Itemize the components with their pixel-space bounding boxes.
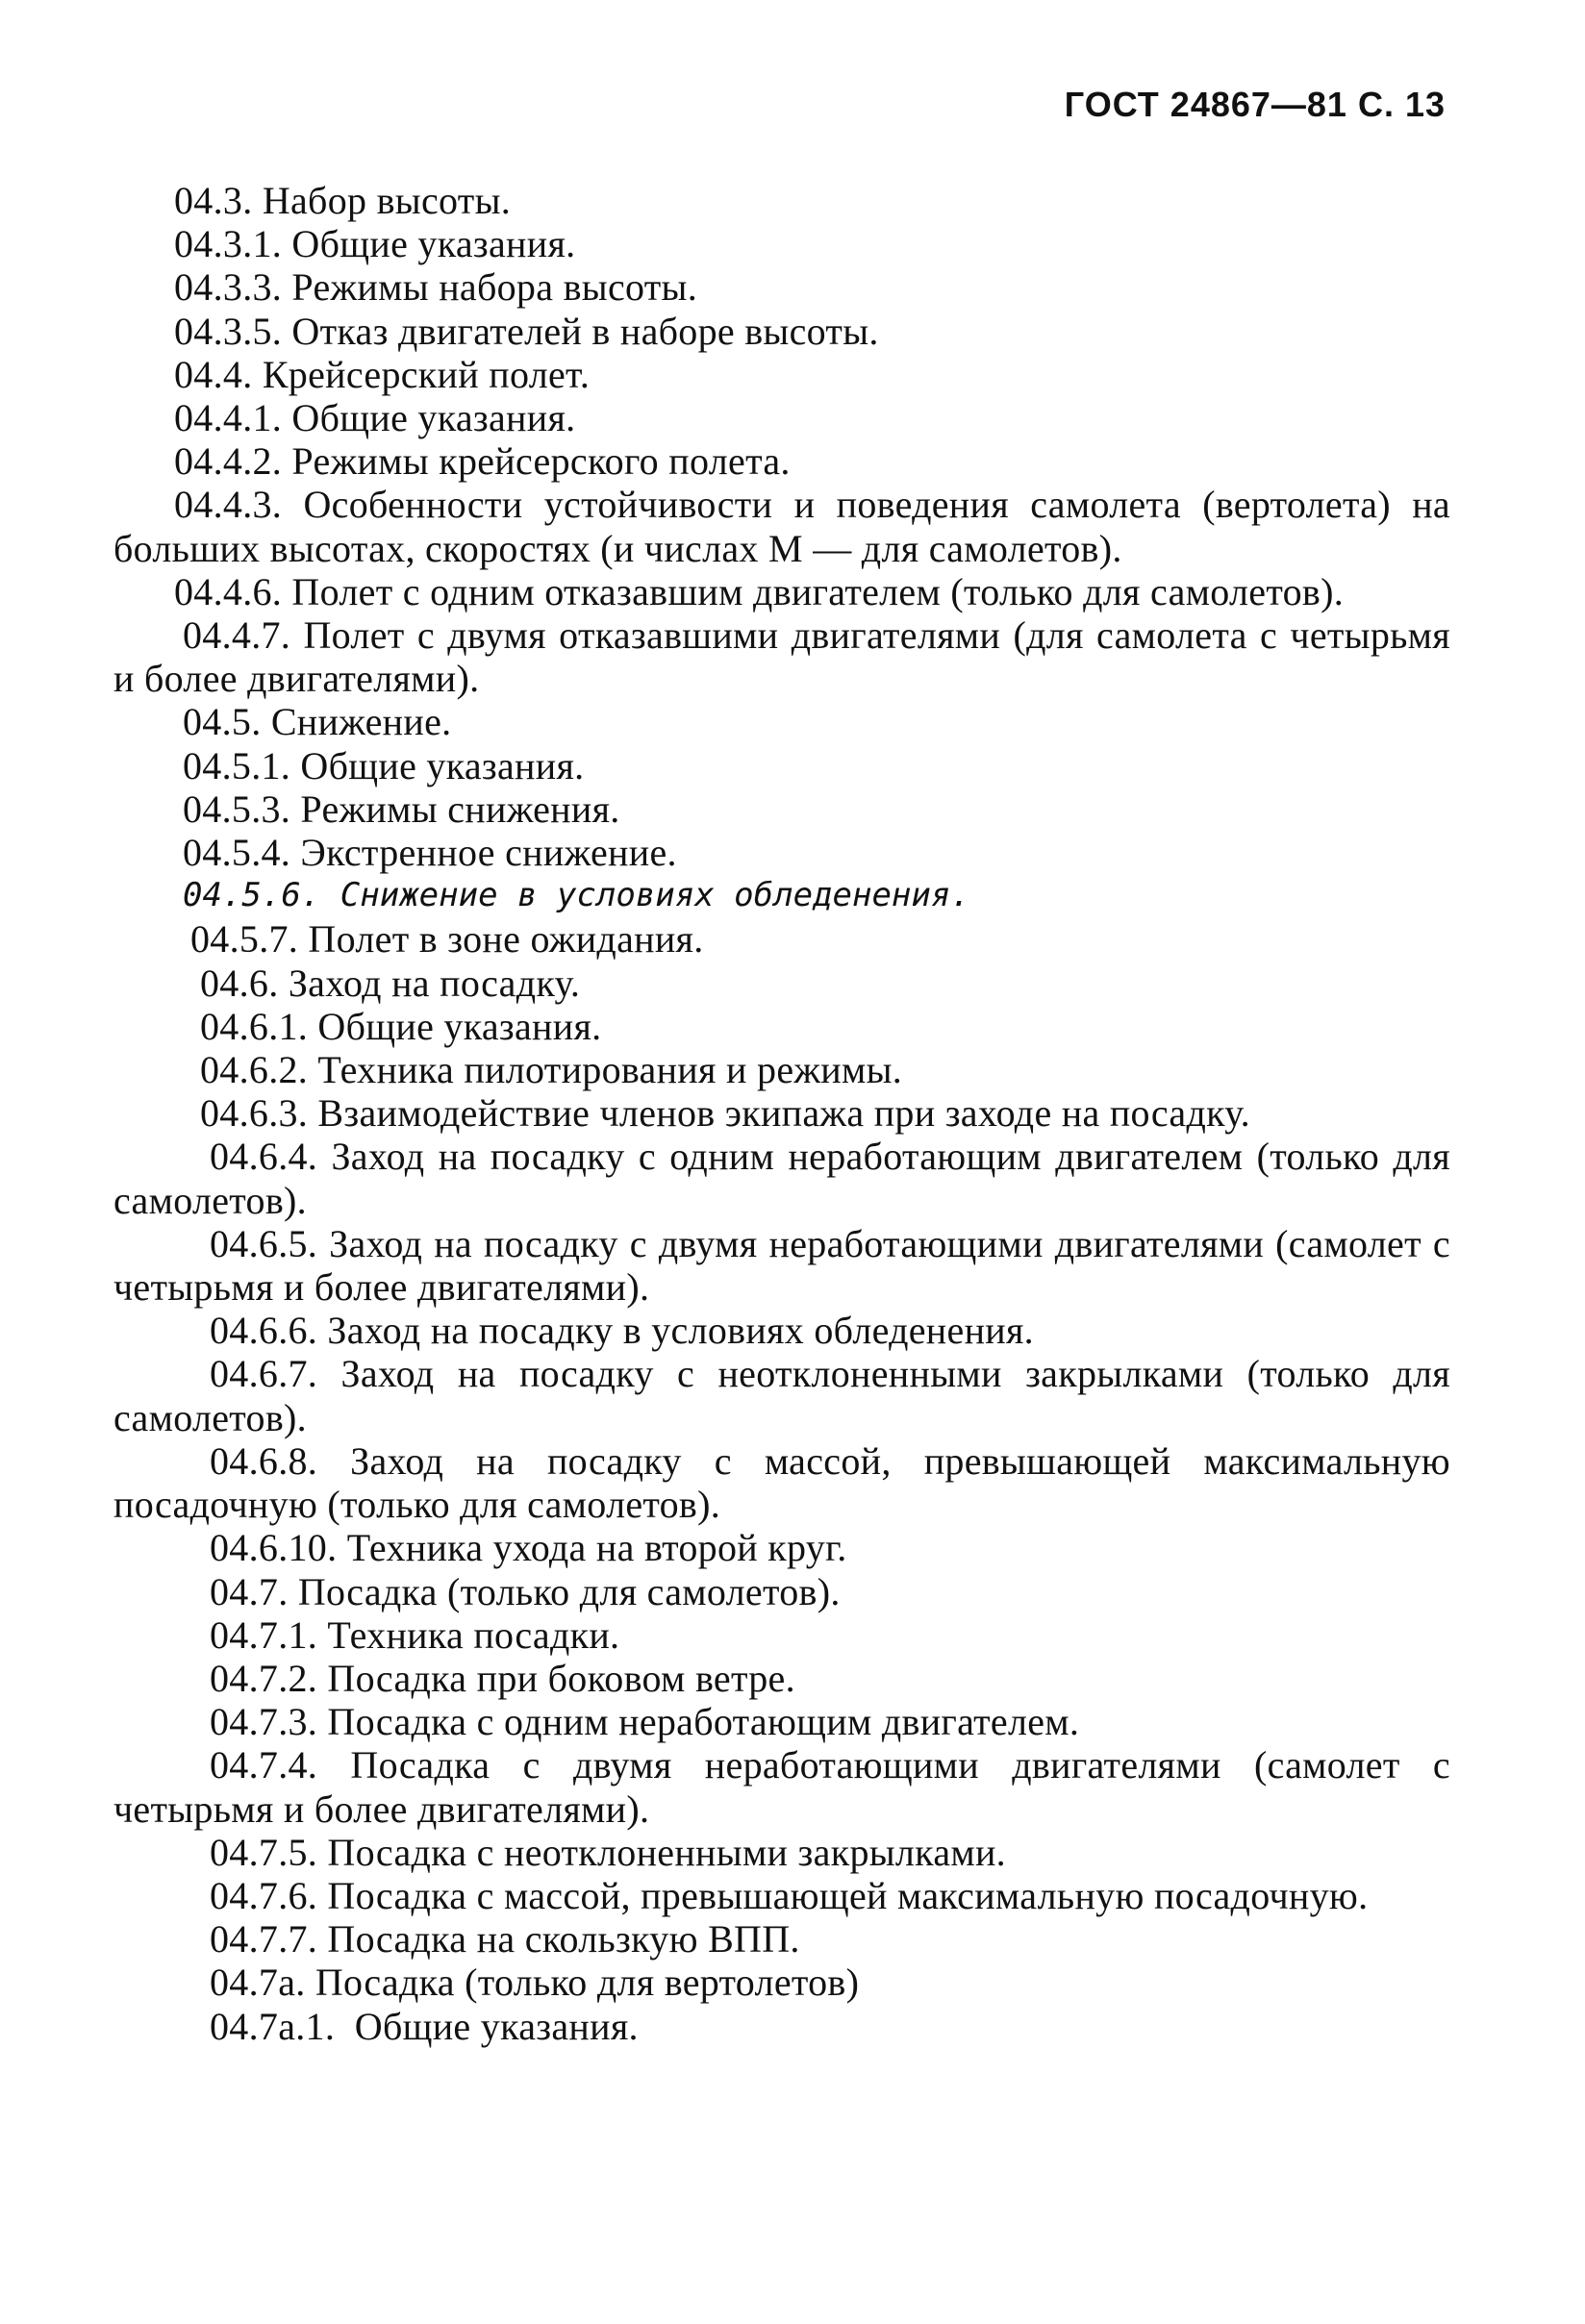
section-number: 04.7.7. — [210, 1917, 318, 1962]
section-title: Полет в зоне ожидания. — [308, 917, 704, 962]
section-number: 04.4.7. — [183, 613, 291, 658]
section-title: Общие указания. — [291, 222, 576, 266]
section-number: 04.5.3. — [183, 787, 291, 831]
section-title: Посадка с неотклоненными закрылками. — [327, 1830, 1006, 1874]
section-entry — [113, 222, 1450, 265]
section-number: 04.3.3. — [174, 265, 283, 310]
section-number: 04.3.5. — [174, 309, 283, 353]
section-number: 04.4.1. — [174, 396, 283, 440]
section-title: Набор высоты. — [262, 179, 512, 222]
section-entry — [113, 1657, 1450, 1700]
section-number: 04.7.5. — [210, 1830, 318, 1874]
section-number: 04.5. — [183, 700, 262, 744]
section-title: Посадка на скользкую ВПП. — [327, 1917, 800, 1962]
contents-list — [113, 179, 1450, 2048]
section-entry — [113, 613, 1450, 700]
section-title: Взаимодействие членов экипажа при заходе на посадку. — [317, 1091, 1250, 1136]
section-entry — [113, 2005, 1450, 2048]
section-number: 04.7а. — [210, 1961, 306, 2005]
section-entry — [113, 1961, 1450, 2004]
section-title: Посадка при боковом ветре. — [327, 1656, 795, 1700]
section-number: 04.4.3. — [174, 483, 283, 527]
section-entry — [113, 744, 1450, 787]
section-title: Режимы снижения. — [300, 787, 620, 831]
section-title: Экстренное снижение. — [300, 831, 677, 875]
section-number: 04.6.7. — [210, 1352, 318, 1396]
section-number: 04.4. — [174, 352, 253, 396]
section-title: Посадка с массой, превышающей максимальную посадочную. — [327, 1873, 1369, 1917]
section-number: 04.4.6. — [174, 569, 283, 613]
section-entry — [113, 1135, 1450, 1221]
section-entry — [113, 1222, 1450, 1309]
section-number: 04.5.4. — [183, 831, 291, 875]
section-entry — [113, 1831, 1450, 1874]
section-title: Крейсерский полет. — [262, 352, 591, 396]
section-title: Посадка (только для вертолетов) — [314, 1961, 860, 2005]
section-title: Техника посадки. — [327, 1612, 620, 1657]
section-number: 04.3. — [174, 179, 253, 222]
section-entry — [113, 353, 1450, 396]
section-title: Техника ухода на второй круг. — [346, 1526, 847, 1570]
section-number: 04.5.7. — [190, 917, 299, 962]
section-entry — [113, 787, 1450, 831]
section-entry — [113, 831, 1450, 874]
section-title: Общие указания. — [317, 1004, 602, 1048]
section-number: 04.7а.1. — [210, 2004, 336, 2048]
section-number: 04.3.1. — [174, 222, 283, 266]
section-entry — [113, 265, 1450, 309]
section-entry — [113, 1570, 1450, 1613]
section-entry — [113, 1439, 1450, 1526]
section-title: Посадка с двумя неработающими двигателями (самолет с четырьмя и более двигателями). — [113, 1743, 1450, 1831]
section-number: 04.6. — [200, 961, 279, 1005]
section-number: 04.7.6. — [210, 1873, 318, 1917]
section-title: Общие указания. — [300, 743, 585, 787]
section-title: Особенности устойчивости и поведения самолета (вертолета) на больших высотах, скоростях (и числах М — для самолетов). — [113, 483, 1450, 570]
section-title: Общие указания. — [291, 396, 576, 440]
section-entry — [113, 179, 1450, 222]
section-title: Полет с двумя отказавшими двигателями (для самолета с четырьмя и более двигателями). — [113, 613, 1450, 701]
section-number: 04.5.1. — [183, 743, 291, 787]
section-number: 04.7.2. — [210, 1656, 318, 1700]
section-number: 04.6.6. — [210, 1309, 318, 1353]
section-title: Заход на посадку с двумя неработающими двигателями (самолет с четырьмя и более двигателями). — [113, 1221, 1450, 1310]
section-number: 04.4.2. — [174, 439, 283, 484]
section-entry — [113, 1048, 1450, 1091]
section-title: Режимы набора высоты. — [291, 265, 698, 310]
section-entry — [113, 1917, 1450, 1961]
section-title: Заход на посадку с неотклоненными закрылками (только для самолетов). — [113, 1352, 1450, 1439]
section-number: 04.6.5. — [210, 1221, 318, 1265]
running-header: ГОСТ 24867—81 С. 13 — [1064, 85, 1446, 124]
section-title: Заход на посадку с одним неработающим двигателем (только для самолетов). — [113, 1135, 1450, 1222]
section-entry — [113, 917, 1450, 961]
section-number: 04.7. — [210, 1569, 289, 1613]
section-number: 04.6.3. — [200, 1091, 309, 1136]
section-entry — [113, 439, 1450, 483]
section-title: Полет с одним отказавшим двигателем (только для самолетов). — [291, 569, 1344, 613]
section-entry — [113, 1526, 1450, 1569]
section-title: Заход на посадку с массой, превышающей максимальную посадочную (только для самолетов). — [113, 1438, 1450, 1527]
section-number: 04.7.4. — [210, 1743, 318, 1787]
section-title: Заход на посадку. — [288, 961, 581, 1005]
section-entry — [113, 570, 1450, 613]
section-number: 04.6.4. — [210, 1135, 318, 1179]
section-entry — [113, 310, 1450, 353]
section-number: 04.7.1. — [210, 1612, 318, 1657]
section-title: Режимы крейсерского полета. — [291, 439, 791, 484]
section-title: Техника пилотирования и режимы. — [317, 1048, 903, 1092]
section-title: Заход на посадку в условиях обледенения. — [327, 1309, 1034, 1353]
section-entry — [113, 1613, 1450, 1657]
section-number: 04.6.2. — [200, 1048, 309, 1092]
section-entry — [113, 1352, 1450, 1438]
section-entry — [113, 962, 1450, 1005]
section-number: 04.5.6. — [183, 876, 321, 915]
section-entry — [113, 1005, 1450, 1048]
section-title: Снижение. — [270, 700, 452, 744]
section-entry — [113, 483, 1450, 569]
section-entry — [113, 1091, 1450, 1135]
section-entry — [113, 1309, 1450, 1352]
section-entry — [113, 700, 1450, 743]
section-title: Отказ двигателей в наборе высоты. — [291, 309, 879, 353]
section-title: Общие указания. — [354, 2004, 639, 2048]
section-entry — [113, 1874, 1450, 1917]
section-title: Посадка (только для самолетов). — [297, 1569, 841, 1613]
section-title: Посадка с одним неработающим двигателем. — [327, 1700, 1080, 1744]
section-entry — [113, 1700, 1450, 1743]
section-entry — [113, 1743, 1450, 1830]
section-number: 04.7.3. — [210, 1700, 318, 1744]
section-number: 04.6.8. — [210, 1438, 318, 1483]
handwritten-section-entry — [113, 874, 1450, 917]
section-number: 04.6.10. — [210, 1526, 338, 1570]
section-entry — [113, 396, 1450, 439]
section-number: 04.6.1. — [200, 1004, 309, 1048]
section-title: Снижение в условиях обледенения. — [340, 876, 970, 915]
